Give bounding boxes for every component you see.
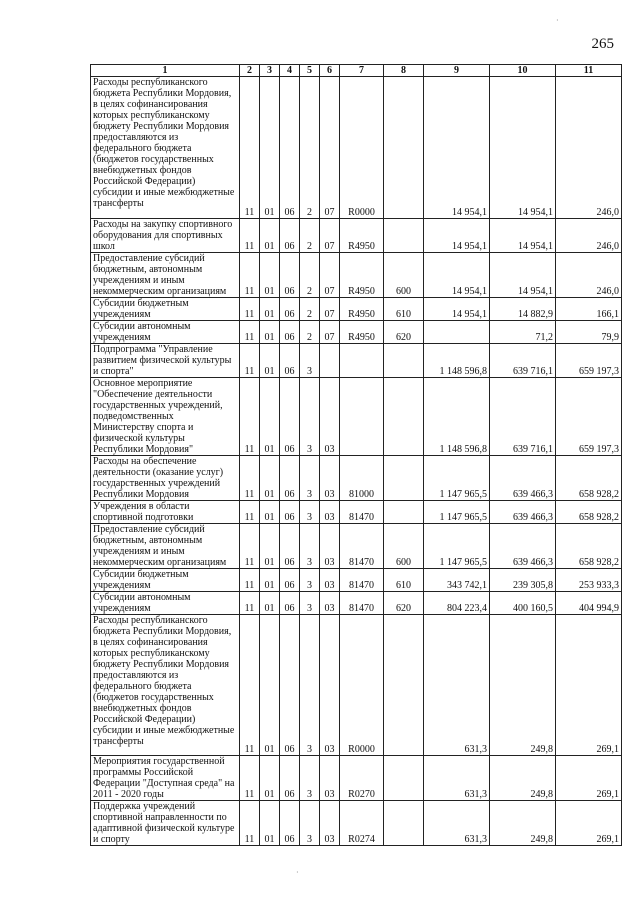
code-cell: 2 — [300, 298, 320, 321]
amount-cell: 253 933,3 — [556, 569, 622, 592]
row-name-cell: Предоставление субсидий бюджетным, автономным учреждениям и иным некоммерческим организациям — [91, 253, 240, 298]
code-cell: 610 — [384, 298, 424, 321]
amount-cell: 166,1 — [556, 298, 622, 321]
code-cell: 07 — [320, 253, 340, 298]
code-cell: 2 — [300, 77, 320, 219]
table-row — [91, 524, 622, 569]
column-header: 3 — [260, 65, 280, 77]
code-cell — [384, 615, 424, 756]
amount-cell: 639 716,1 — [490, 378, 556, 456]
table-row — [91, 569, 622, 592]
code-cell: 3 — [300, 592, 320, 615]
amount-cell: 14 954,1 — [424, 77, 490, 219]
amount-cell: 14 882,9 — [490, 298, 556, 321]
row-name-cell: Субсидии бюджетным учреждениям — [91, 298, 240, 321]
table-row — [91, 298, 622, 321]
code-cell: 11 — [240, 344, 260, 378]
code-cell: 06 — [280, 77, 300, 219]
code-cell: 11 — [240, 756, 260, 801]
code-cell: 06 — [280, 344, 300, 378]
amount-cell: 246,0 — [556, 77, 622, 219]
code-cell: 01 — [260, 77, 280, 219]
code-cell: 01 — [260, 524, 280, 569]
code-cell — [384, 219, 424, 253]
amount-cell: 631,3 — [424, 756, 490, 801]
code-cell: 600 — [384, 524, 424, 569]
amount-cell: 658 928,2 — [556, 524, 622, 569]
code-cell: 07 — [320, 77, 340, 219]
code-cell: R4950 — [340, 321, 384, 344]
row-name-cell: Субсидии автономным учреждениям — [91, 592, 240, 615]
amount-cell: 804 223,4 — [424, 592, 490, 615]
amount-cell: 14 954,1 — [424, 298, 490, 321]
row-name-cell: Предоставление субсидий бюджетным, автономным учреждениям и иным некоммерческим организациям — [91, 524, 240, 569]
code-cell: 03 — [320, 615, 340, 756]
column-header: 10 — [490, 65, 556, 77]
code-cell: 01 — [260, 501, 280, 524]
column-header: 9 — [424, 65, 490, 77]
code-cell — [384, 344, 424, 378]
row-name-cell: Расходы республиканского бюджета Республики Мордовия, в целях софинансирования которых республиканскому бюджету Республики Мордовия предоставляются из федерального бюджета (бюджетов государственных внебюджетных фондов Российской Федерации) субсидии и иные межбюджетные трансферты — [91, 77, 240, 219]
code-cell: 06 — [280, 615, 300, 756]
amount-cell: 269,1 — [556, 615, 622, 756]
code-cell: R4950 — [340, 298, 384, 321]
table-row — [91, 378, 622, 456]
code-cell: 03 — [320, 524, 340, 569]
code-cell: 3 — [300, 378, 320, 456]
code-cell — [340, 344, 384, 378]
row-name-cell: Основное мероприятие "Обеспечение деятельности государственных учреждений, подведомственных Министерству спорта и физической культуры Республики Мордовия" — [91, 378, 240, 456]
amount-cell: 14 954,1 — [490, 219, 556, 253]
amount-cell: 400 160,5 — [490, 592, 556, 615]
code-cell: R4950 — [340, 219, 384, 253]
code-cell: 3 — [300, 456, 320, 501]
column-header: 7 — [340, 65, 384, 77]
code-cell: 06 — [280, 298, 300, 321]
amount-cell: 79,9 — [556, 321, 622, 344]
row-name-cell: Субсидии бюджетным учреждениям — [91, 569, 240, 592]
code-cell: 3 — [300, 615, 320, 756]
column-header: 8 — [384, 65, 424, 77]
code-cell: 11 — [240, 569, 260, 592]
amount-cell: 14 954,1 — [424, 219, 490, 253]
budget-table — [90, 64, 622, 846]
code-cell: R0000 — [340, 77, 384, 219]
amount-cell: 249,8 — [490, 756, 556, 801]
amount-cell: 249,8 — [490, 801, 556, 846]
code-cell — [384, 77, 424, 219]
code-cell: R4950 — [340, 253, 384, 298]
code-cell: 01 — [260, 801, 280, 846]
code-cell: 06 — [280, 321, 300, 344]
column-header: 6 — [320, 65, 340, 77]
amount-cell: 1 147 965,5 — [424, 524, 490, 569]
table-row — [91, 344, 622, 378]
code-cell: 01 — [260, 321, 280, 344]
code-cell: 06 — [280, 801, 300, 846]
amount-cell: 343 742,1 — [424, 569, 490, 592]
amount-cell: 1 148 596,8 — [424, 344, 490, 378]
amount-cell — [424, 321, 490, 344]
code-cell: 2 — [300, 219, 320, 253]
code-cell: 11 — [240, 501, 260, 524]
table-row — [91, 253, 622, 298]
scan-mark: · — [556, 16, 559, 25]
amount-cell: 639 466,3 — [490, 501, 556, 524]
code-cell — [320, 344, 340, 378]
code-cell: 81470 — [340, 592, 384, 615]
code-cell — [340, 378, 384, 456]
code-cell — [384, 801, 424, 846]
column-header: 11 — [556, 65, 622, 77]
table-row — [91, 801, 622, 846]
amount-cell: 14 954,1 — [490, 77, 556, 219]
table-body — [91, 77, 622, 846]
amount-cell: 658 928,2 — [556, 456, 622, 501]
amount-cell: 1 147 965,5 — [424, 501, 490, 524]
code-cell: 2 — [300, 253, 320, 298]
code-cell: 01 — [260, 344, 280, 378]
page-number: 265 — [591, 36, 614, 52]
row-name-cell: Подпрограмма "Управление развитием физической культуры и спорта" — [91, 344, 240, 378]
code-cell: 01 — [260, 219, 280, 253]
code-cell: 03 — [320, 378, 340, 456]
code-cell: 11 — [240, 77, 260, 219]
code-cell — [384, 378, 424, 456]
amount-cell: 71,2 — [490, 321, 556, 344]
code-cell: 81470 — [340, 501, 384, 524]
code-cell: 07 — [320, 298, 340, 321]
code-cell: 3 — [300, 756, 320, 801]
row-name-cell: Учреждения в области спортивной подготовки — [91, 501, 240, 524]
code-cell: 01 — [260, 569, 280, 592]
code-cell: 01 — [260, 378, 280, 456]
amount-cell: 269,1 — [556, 801, 622, 846]
table-row — [91, 456, 622, 501]
code-cell: 03 — [320, 501, 340, 524]
column-header: 2 — [240, 65, 260, 77]
code-cell: 620 — [384, 321, 424, 344]
code-cell: 06 — [280, 756, 300, 801]
amount-cell: 246,0 — [556, 253, 622, 298]
row-name-cell: Поддержка учреждений спортивной направленности по адаптивной физической культуре и спорту — [91, 801, 240, 846]
amount-cell: 639 716,1 — [490, 344, 556, 378]
code-cell: 01 — [260, 253, 280, 298]
table-row — [91, 615, 622, 756]
amount-cell: 14 954,1 — [490, 253, 556, 298]
code-cell: 11 — [240, 801, 260, 846]
code-cell: 11 — [240, 253, 260, 298]
code-cell: 11 — [240, 524, 260, 569]
code-cell: 07 — [320, 219, 340, 253]
code-cell: 07 — [320, 321, 340, 344]
code-cell: R0000 — [340, 615, 384, 756]
code-cell: 81000 — [340, 456, 384, 501]
code-cell: 01 — [260, 298, 280, 321]
amount-cell: 269,1 — [556, 756, 622, 801]
code-cell: 11 — [240, 219, 260, 253]
row-name-cell: Субсидии автономным учреждениям — [91, 321, 240, 344]
row-name-cell: Мероприятия государственной программы Российской Федерации "Доступная среда" на 2011 - 2020 годы — [91, 756, 240, 801]
code-cell: 01 — [260, 592, 280, 615]
amount-cell: 659 197,3 — [556, 344, 622, 378]
code-cell: 03 — [320, 801, 340, 846]
code-cell: R0274 — [340, 801, 384, 846]
amount-cell: 1 147 965,5 — [424, 456, 490, 501]
code-cell: 06 — [280, 501, 300, 524]
code-cell: 11 — [240, 321, 260, 344]
table-row — [91, 501, 622, 524]
code-cell: 01 — [260, 756, 280, 801]
code-cell: 06 — [280, 524, 300, 569]
row-name-cell: Расходы на обеспечение деятельности (оказание услуг) государственных учреждений Республики Мордовия — [91, 456, 240, 501]
code-cell: 610 — [384, 569, 424, 592]
column-header: 4 — [280, 65, 300, 77]
column-header: 5 — [300, 65, 320, 77]
amount-cell: 246,0 — [556, 219, 622, 253]
code-cell: R0270 — [340, 756, 384, 801]
code-cell: 3 — [300, 801, 320, 846]
code-cell: 06 — [280, 219, 300, 253]
code-cell — [384, 756, 424, 801]
amount-cell: 658 928,2 — [556, 501, 622, 524]
code-cell: 03 — [320, 456, 340, 501]
code-cell: 11 — [240, 298, 260, 321]
table-row — [91, 77, 622, 219]
code-cell: 3 — [300, 501, 320, 524]
table-row — [91, 219, 622, 253]
table-row — [91, 592, 622, 615]
code-cell: 3 — [300, 569, 320, 592]
code-cell: 01 — [260, 615, 280, 756]
code-cell: 06 — [280, 592, 300, 615]
amount-cell: 659 197,3 — [556, 378, 622, 456]
amount-cell: 639 466,3 — [490, 524, 556, 569]
code-cell: 06 — [280, 253, 300, 298]
amount-cell: 631,3 — [424, 801, 490, 846]
amount-cell: 14 954,1 — [424, 253, 490, 298]
code-cell: 06 — [280, 378, 300, 456]
column-header: 1 — [91, 65, 240, 77]
code-cell: 3 — [300, 344, 320, 378]
amount-cell: 639 466,3 — [490, 456, 556, 501]
code-cell: 06 — [280, 569, 300, 592]
code-cell: 2 — [300, 321, 320, 344]
code-cell: 81470 — [340, 524, 384, 569]
code-cell: 11 — [240, 378, 260, 456]
amount-cell: 1 148 596,8 — [424, 378, 490, 456]
code-cell: 11 — [240, 615, 260, 756]
code-cell: 01 — [260, 456, 280, 501]
row-name-cell: Расходы республиканского бюджета Республики Мордовия, в целях софинансирования которых республиканскому бюджету Республики Мордовия предоставляются из федерального бюджета (бюджетов государственных внебюджетных фондов Российской Федерации) субсидии и иные межбюджетные трансферты — [91, 615, 240, 756]
code-cell: 600 — [384, 253, 424, 298]
amount-cell: 239 305,8 — [490, 569, 556, 592]
amount-cell: 631,3 — [424, 615, 490, 756]
header-row — [91, 65, 622, 77]
table-row — [91, 321, 622, 344]
code-cell: 620 — [384, 592, 424, 615]
code-cell — [384, 456, 424, 501]
amount-cell: 404 994,9 — [556, 592, 622, 615]
code-cell: 11 — [240, 456, 260, 501]
code-cell — [384, 501, 424, 524]
table-row — [91, 756, 622, 801]
code-cell: 81470 — [340, 569, 384, 592]
code-cell: 03 — [320, 592, 340, 615]
code-cell: 03 — [320, 756, 340, 801]
row-name-cell: Расходы на закупку спортивного оборудования для спортивных школ — [91, 219, 240, 253]
code-cell: 11 — [240, 592, 260, 615]
code-cell: 3 — [300, 524, 320, 569]
amount-cell: 249,8 — [490, 615, 556, 756]
code-cell: 06 — [280, 456, 300, 501]
scan-mark: · — [296, 868, 299, 877]
code-cell: 03 — [320, 569, 340, 592]
